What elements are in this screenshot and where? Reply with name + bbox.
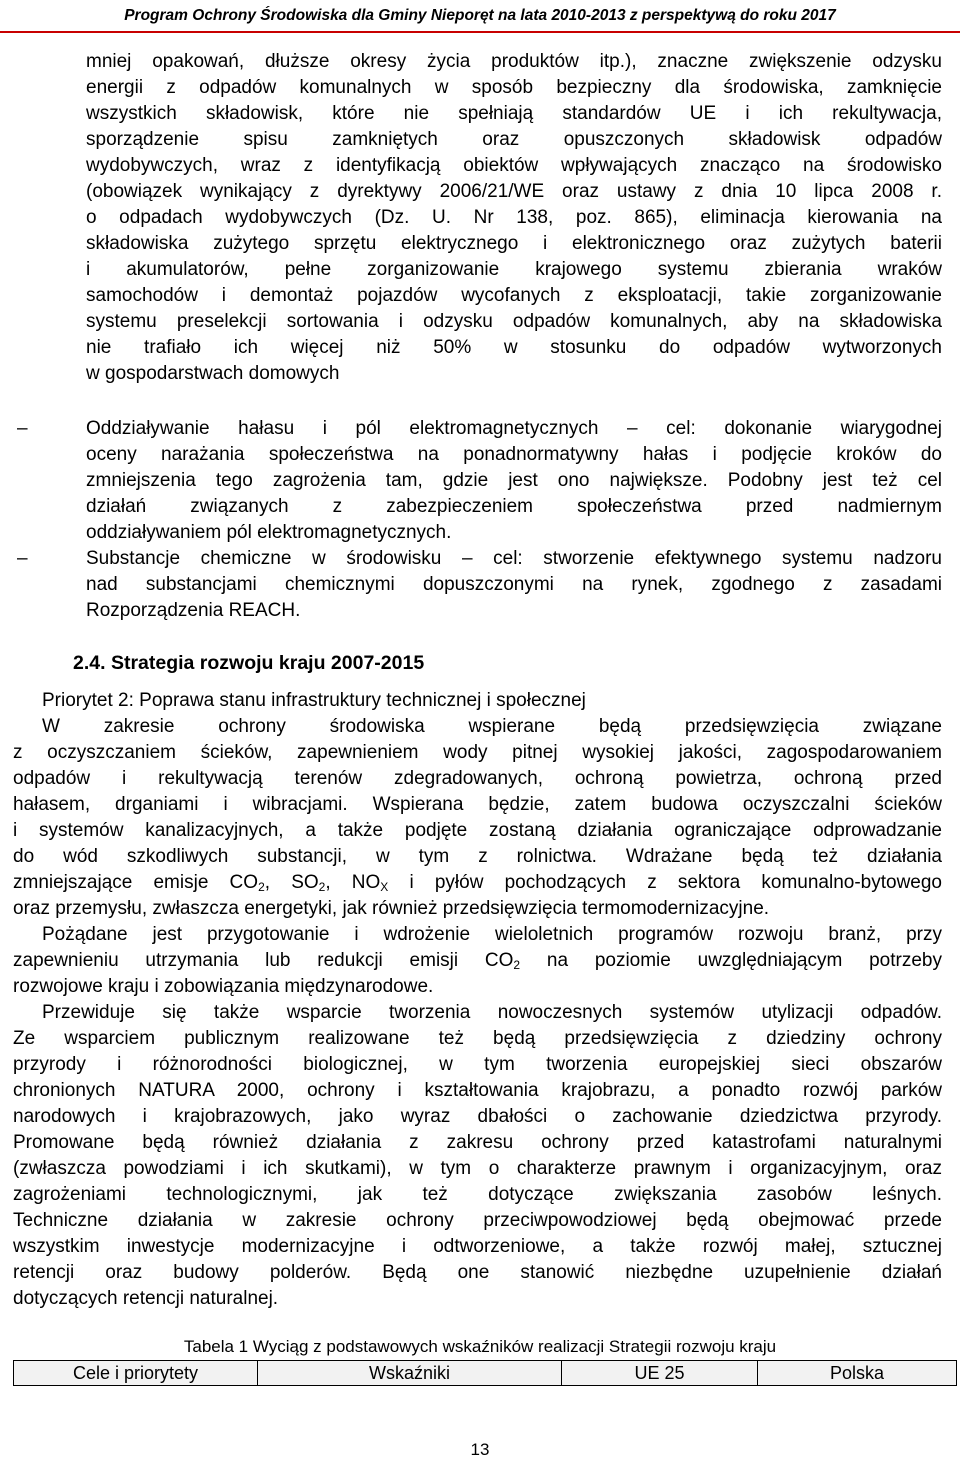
paragraph-line: rozwojowe kraju i zobowiązania międzynarodowe. (13, 976, 434, 997)
text-line: W zakresie ochrony środowiska wspierane będą przedsięwzięcia związane (42, 716, 942, 737)
column-header: Wskaźniki (258, 1361, 562, 1386)
text-line: Przewiduje się także wsparcie tworzenia nowoczesnych systemów utylizacji odpadów. (42, 1002, 942, 1023)
running-header: Program Ochrony Środowiska dla Gminy Nieporęt na lata 2010-2013 z perspektywą do roku 2017 (0, 0, 960, 31)
bullet-dash-2: – (17, 548, 28, 569)
text-line: (zwłaszcza powodziami i ich skutkami), w tym o charakterze prawnym i organizacyjnym, oraz (13, 1158, 942, 1179)
emissions-line: zmniejszające emisje $CO_2$, $SO_2$, $NO_X$ i pyłów pochodzących z sektora komunalno-bytowego (13, 872, 942, 894)
column-header: Polska (758, 1361, 957, 1386)
paragraph-environment-support (13, 714, 942, 1312)
text-line: systemu preselekcji sortowania i odzysku odpadów komunalnych, aby na składowiska (86, 311, 942, 332)
text-line: w gospodarstwach domowych (86, 363, 340, 384)
text-line: hałasem, drganiami i wibracjami. Wspierana będzie, zatem budowa oczyszczalni ścieków (13, 794, 942, 815)
column-header: Cele i priorytety (14, 1361, 258, 1386)
text-line: o odpadach wydobywczych (Dz. U. Nr 138, poz. 865), eliminacja kierowania na (86, 207, 942, 228)
paragraph-line: oraz przemysłu, zwłaszcza energetyki, jak również przedsięwzięcia termomodernizacyjne. (13, 898, 770, 919)
text-line: i akumulatorów, pełne zorganizowanie krajowego systemu zbierania wraków (86, 259, 942, 280)
column-header: UE 25 (562, 1361, 758, 1386)
text-line: składowiska zużytego sprzętu elektrycznego i elektronicznego oraz zużytych baterii (86, 233, 942, 254)
text-line: dotyczących retencji naturalnej. (13, 1288, 279, 1309)
text-line: oddziaływaniem pól elektromagnetycznych. (86, 522, 452, 543)
bullet-chemicals (86, 546, 942, 624)
table-caption: Tabela 1 Wyciąg z podstawowych wskaźników realizacji Strategii rozwoju kraju (183, 1337, 777, 1356)
text-line: przyrody i różnorodności biologicznej, w tym tworzenia europejskiej sieci obszarów (13, 1054, 942, 1075)
text-line: Promowane będą również działania z zakresu ochrony przed katastrofami naturalnymi (13, 1132, 942, 1153)
text-line: energii z odpadów komunalnych w sposób bezpieczny dla środowiska, zamknięcie (86, 77, 942, 98)
page-number: 13 (470, 1440, 490, 1459)
text-line: wszystkich składowisk, które nie spełniają standardów UE i ich rekultywacja, (86, 103, 942, 124)
text-line: działań związanych z zabezpieczeniem społeczeństwa przed nadmiernym (86, 496, 942, 517)
text-line: Ze wsparciem publicznym realizowane też będą przedsięwzięcia z dziedziny ochrony (13, 1028, 942, 1049)
header-divider (0, 31, 960, 33)
text-line: i systemów kanalizacyjnych, a także podjęte zostaną działania ograniczające odprowadzanie (13, 820, 942, 841)
paragraph-waste-goals (86, 49, 942, 387)
section-heading: 2.4. Strategia rozwoju kraju 2007-2015 (73, 652, 425, 674)
text-line: samochodów i demontaż pojazdów wycofanych z eksploatacji, takie zorganizowanie (86, 285, 942, 306)
text-line: mniej opakowań, dłuższe okresy życia produktów itp.), znaczne zwiększenie odzysku (86, 51, 942, 72)
text-line: nad substancjami chemicznymi dopuszczonymi na rynek, zgodnego z zasadami (86, 574, 942, 595)
text-line: z oczyszczaniem ścieków, zapewnieniem wody pitnej wysokiej jakości, zagospodarowaniem (13, 742, 942, 763)
text-line: zagrożeniami technologicznymi, jak też dotyczące zwiększania zasobów leśnych. (13, 1184, 942, 1205)
text-line: narodowych i krajobrazowych, jako wyraz dbałości o zachowanie dziedzictwa przyrody. (13, 1106, 942, 1127)
text-line: oceny narażania społeczeństwa na ponadnormatywny hałas i podjęcie kroków do (86, 444, 942, 465)
text-line: nie trafiało ich więcej niż 50% w stosunku do odpadów wytworzonych (86, 337, 942, 358)
text-line: (obowiązek wynikający z dyrektywy 2006/21/WE oraz ustawy z dnia 10 lipca 2008 r. (86, 181, 942, 202)
text-line: sporządzenie spisu zamkniętych oraz opuszczonych składowisk odpadów (86, 129, 942, 150)
text-line: odpadów i rekultywacją terenów zdegradowanych, ochroną powietrza, ochroną przed (13, 768, 942, 789)
text-line: Substancje chemiczne w środowisku – cel: stworzenie efektywnego systemu nadzoru (86, 548, 942, 569)
bullet-noise-emf (86, 416, 942, 546)
text-line: chronionych NATURA 2000, ochrony i kształtowania krajobrazu, a ponadto rozwój parków (13, 1080, 942, 1101)
text-line: retencji oraz budowy polderów. Będą one stanowić niezbędne uzupełnienie działań (13, 1262, 942, 1283)
text-line: Oddziaływanie hałasu i pól elektromagnetycznych – cel: dokonanie wiarygodnej (86, 418, 942, 439)
table-header-row (14, 1361, 957, 1386)
text-line: Rozporządzenia REACH. (86, 600, 301, 621)
indicators-table (13, 1360, 957, 1386)
bullet-dash-1: – (17, 418, 28, 439)
paragraph-line: Pożądane jest przygotowanie i wdrożenie wieloletnich programów rozwoju branż, przy (42, 924, 942, 945)
text-line: Techniczne działania w zakresie ochrony przeciwpowodziowej będą obejmować przede (13, 1210, 942, 1231)
co2-line: zapewnieniu utrzymania lub redukcji emisji $CO_2$ na poziomie uwzględniającym potrzeby (13, 950, 942, 972)
text-line: wydobywczych, wraz z identyfikacją obiektów wpływających znacząco na środowisko (86, 155, 942, 176)
text-line: zmniejszenia tego zagrożenia tam, gdzie jest ono największe. Podobny jest też cel (86, 470, 942, 491)
text-line: do wód szkodliwych substancji, w tym z rolnictwa. Wdrażane będą też działania (13, 846, 942, 867)
text-line: wszystkim inwestycje modernizacyjne i odtworzeniowe, a także rozwój małej, sztucznej (13, 1236, 942, 1257)
priority-line: Priorytet 2: Poprawa stanu infrastruktury technicznej i społecznej (42, 690, 586, 711)
